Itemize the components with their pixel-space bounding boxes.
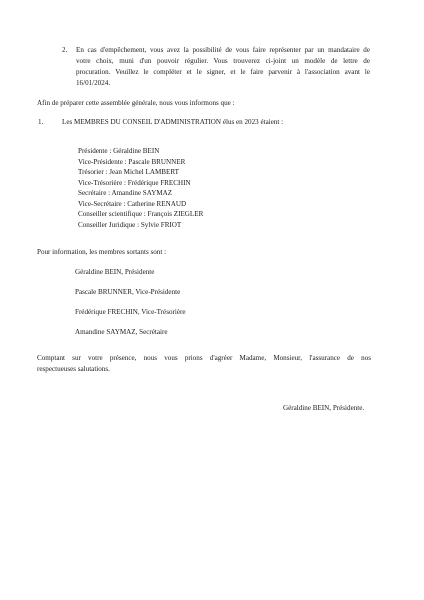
point2-line-4: 16/01/2024. <box>76 79 111 87</box>
outgoing-intro: Pour information, les membres sortants sont : <box>37 248 167 256</box>
list-marker-2: 2. <box>62 46 68 54</box>
point2-line-1: En cas d'empêchement, vous avez la possibilité de vous faire représenter par un mandataire de <box>76 46 370 54</box>
point2-line-3: procuration. Veuillez le compléter et le signer, et le faire parvenir à l'association avant le <box>76 68 370 76</box>
signature: Géraldine BEIN, Présidente. <box>283 404 365 412</box>
point2-line-2: votre choix, muni d'un pouvoir régulier. Vous trouverez ci-joint un modèle de lettre de <box>76 57 370 65</box>
board-member: Trésorier : Jean Michel LAMBERT <box>78 168 179 176</box>
board-member: Secrétaire : Amandine SAYMAZ <box>78 189 173 197</box>
outgoing-member: Pascale BRUNNER, Vice-Présidente <box>75 288 181 296</box>
closing-line-2: respectueuses salutations. <box>37 365 110 373</box>
intro-paragraph: Afin de préparer cette assemblée générale, nous vous informons que : <box>37 99 235 107</box>
list-marker-1: 1. <box>38 118 44 126</box>
outgoing-member: Frédérique FRECHIN, Vice-Trésorière <box>75 308 186 316</box>
outgoing-member: Géraldine BEIN, Présidente <box>75 268 155 276</box>
board-member: Présidente : Géraldine BEIN <box>78 147 160 155</box>
point1-text: Les MEMBRES DU CONSEIL D'ADMINISTRATION élus en 2023 étaient : <box>62 118 284 126</box>
board-member: Vice-Trésorière : Frédérique FRECHIN <box>78 178 191 187</box>
board-member: Vice-Secrétaire : Catherine RENAUD <box>78 199 187 208</box>
board-member: Conseiller scientifique : François ZIEGLER <box>78 210 204 218</box>
outgoing-member: Amandine SAYMAZ, Secrétaire <box>75 328 168 336</box>
closing-line-1: Comptant sur votre présence, nous vous prions d'agréer Madame, Monsieur, l'assurance de nos <box>37 354 371 362</box>
board-member: Vice-Présidente : Pascale BRUNNER <box>78 157 186 166</box>
board-member: Conseiller Juridique : Sylvie FRIOT <box>78 220 182 229</box>
